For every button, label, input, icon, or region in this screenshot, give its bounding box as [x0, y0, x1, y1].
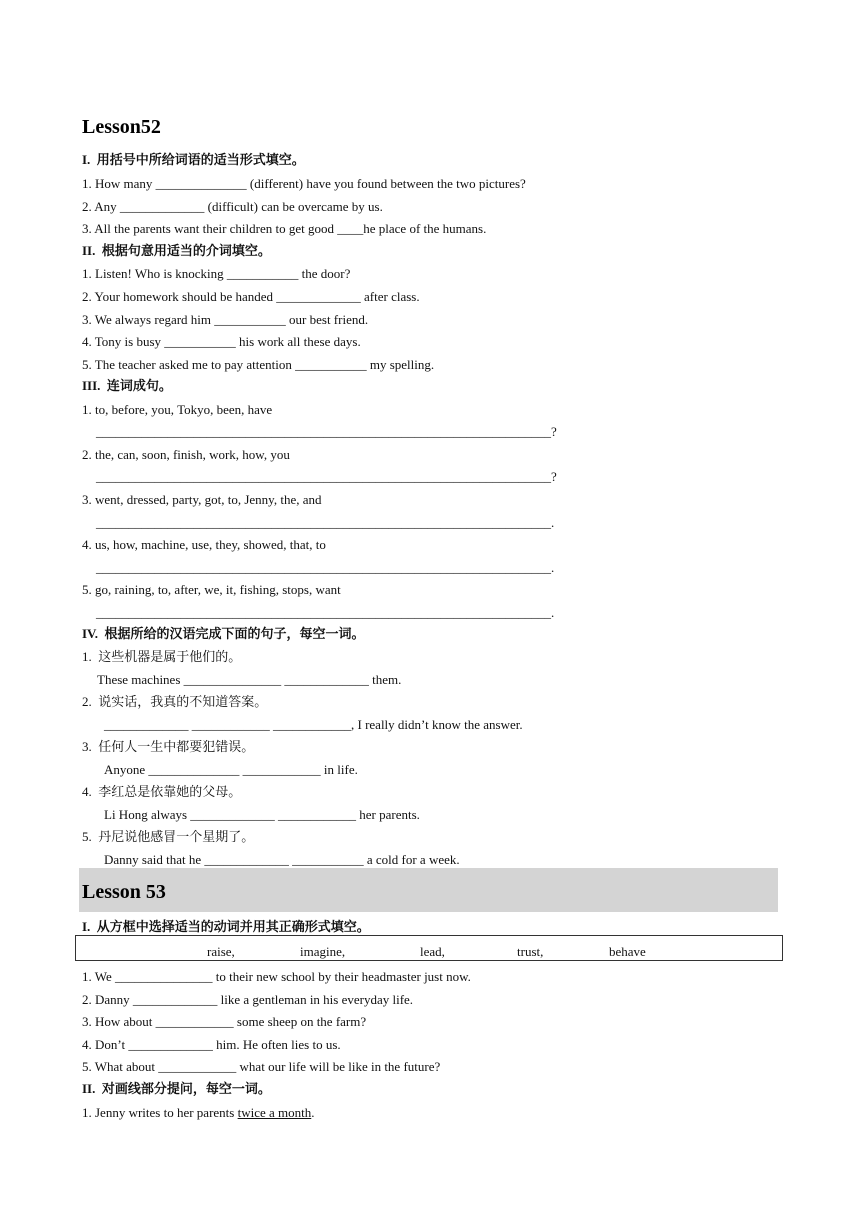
- l53-s1-item-3: 3. How about ____________ some sheep on the farm?: [82, 1014, 367, 1029]
- l53-s1-item-5: 5. What about ____________ what our life will be like in the future?: [82, 1059, 441, 1074]
- l52-s2-item-5: 5. The teacher asked me to pay attention ___________ my spelling.: [82, 357, 435, 372]
- l52-s4-item-1-english: These machines _______________ _____________ them.: [97, 672, 402, 687]
- l52-section-4-header: IV. 根据所给的汉语完成下面的句子，每空一词。: [82, 626, 365, 641]
- l52-s4-item-2-english: _____________ ____________ ____________, I really didn’t know the answer.: [104, 717, 523, 732]
- l52-s3-item-2-answer-line: ______________________________________________________________________?: [96, 469, 557, 484]
- l52-s4-item-5-chinese: 5. 丹尼说他感冒一个星期了。: [82, 829, 255, 844]
- l53-section-1-header: I. 从方框中选择适当的动词并用其正确形式填空。: [82, 919, 370, 934]
- l53-s1-item-1: 1. We _______________ to their new school by their headmaster just now.: [82, 969, 471, 984]
- l52-s4-item-3-chinese: 3. 任何人一生中都要犯错误。: [82, 739, 255, 754]
- l53-section-2-header: II. 对画线部分提问，每空一词。: [82, 1081, 271, 1096]
- l53-s1-item-4: 4. Don’t _____________ him. He often lies to us.: [82, 1037, 341, 1052]
- lesson-53-title-band: [79, 868, 778, 912]
- l52-s3-item-5-answer-line: ______________________________________________________________________.: [96, 605, 555, 620]
- l52-s3-item-1-answer-line: ______________________________________________________________________?: [96, 424, 557, 439]
- l52-s3-item-4-words: 4. us, how, machine, use, they, showed, that, to: [82, 537, 326, 552]
- l53-s2-item-1-underlined-phrase: twice a month: [237, 1105, 312, 1120]
- l52-s3-item-4-answer-line: ______________________________________________________________________.: [96, 560, 555, 575]
- l53-s2-item-1-prefix: 1. Jenny writes to her parents: [82, 1105, 238, 1120]
- l53-s2-item-1: [82, 1105, 315, 1121]
- word-bank-word-1: raise,: [207, 944, 235, 959]
- l52-section-3-header: III. 连词成句。: [82, 378, 172, 393]
- l52-s4-item-2-chinese: 2. 说实话，我真的不知道答案。: [82, 694, 268, 709]
- l52-s1-item-3: 3. All the parents want their children to get good ____he place of the humans.: [82, 221, 487, 236]
- l52-s2-item-2: 2. Your homework should be handed _____________ after class.: [82, 289, 420, 304]
- l52-s4-item-4-chinese: 4. 李红总是依靠她的父母。: [82, 784, 242, 799]
- l53-s2-item-1-suffix: .: [311, 1105, 315, 1120]
- lesson-53-title: Lesson 53: [82, 881, 166, 903]
- l52-s1-item-1: 1. How many ______________ (different) have you found between the two pictures?: [82, 176, 526, 191]
- l52-s3-item-2-words: 2. the, can, soon, finish, work, how, you: [82, 447, 290, 462]
- word-bank-word-3: lead,: [420, 944, 445, 959]
- l52-section-2-header: II. 根据句意用适当的介词填空。: [82, 243, 271, 258]
- l53-s1-item-2: 2. Danny _____________ like a gentleman in his everyday life.: [82, 992, 414, 1007]
- word-bank-word-4: trust,: [517, 944, 544, 959]
- l52-s3-item-5-words: 5. go, raining, to, after, we, it, fishing, stops, want: [82, 582, 341, 597]
- l52-s4-item-1-chinese: 1. 这些机器是属于他们的。: [82, 649, 242, 664]
- l52-s2-item-3: 3. We always regard him ___________ our best friend.: [82, 312, 369, 327]
- l52-s2-item-4: 4. Tony is busy ___________ his work all these days.: [82, 334, 361, 349]
- l52-section-1-header: I. 用括号中所给词语的适当形式填空。: [82, 152, 305, 167]
- lesson-52-title: Lesson52: [82, 116, 161, 138]
- l52-s2-item-1: 1. Listen! Who is knocking ___________ the door?: [82, 266, 351, 281]
- l52-s4-item-5-english: Danny said that he _____________ ___________ a cold for a week.: [104, 852, 460, 867]
- l52-s4-item-3-english: Anyone ______________ ____________ in life.: [104, 762, 358, 777]
- l52-s3-item-3-answer-line: ______________________________________________________________________.: [96, 515, 555, 530]
- l52-s3-item-1-words: 1. to, before, you, Tokyo, been, have: [82, 402, 273, 417]
- l52-s3-item-3-words: 3. went, dressed, party, got, to, Jenny, the, and: [82, 492, 322, 507]
- word-bank-word-2: imagine,: [300, 944, 346, 959]
- l52-s4-item-4-english: Li Hong always _____________ ____________ her parents.: [104, 807, 420, 822]
- l52-s1-item-2: 2. Any _____________ (difficult) can be overcame by us.: [82, 199, 383, 214]
- word-bank-word-5: behave: [609, 944, 646, 959]
